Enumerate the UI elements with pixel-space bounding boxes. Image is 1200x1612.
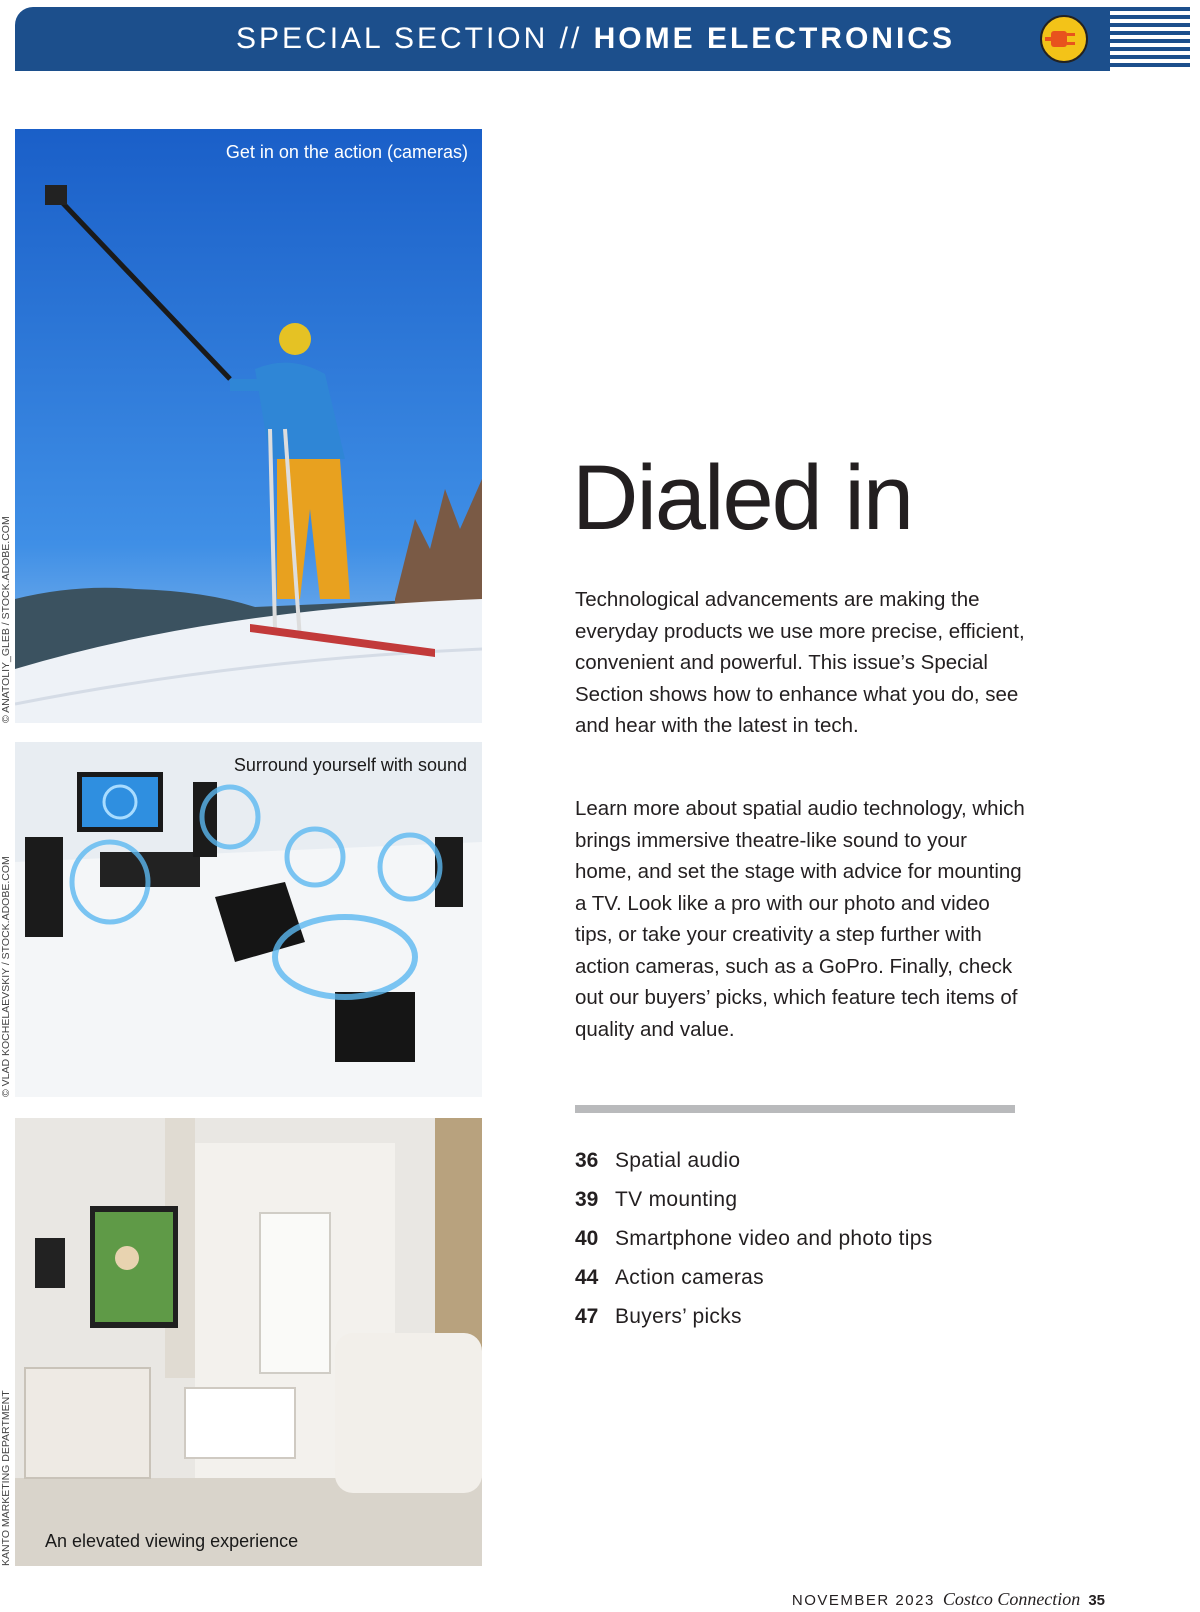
photo-credit: KANTO MARKETING DEPARTMENT bbox=[0, 1390, 12, 1566]
surround-sound-photo bbox=[15, 742, 482, 1097]
skier-photo bbox=[15, 129, 482, 723]
toc-page-number: 44 bbox=[575, 1266, 599, 1289]
toc-item bbox=[575, 1219, 933, 1258]
toc-label: TV mounting bbox=[615, 1188, 738, 1211]
toc-page-number: 47 bbox=[575, 1305, 599, 1328]
banner-stripes bbox=[1110, 7, 1190, 71]
toc-label: Smartphone video and photo tips bbox=[615, 1227, 933, 1250]
issue-date: NOVEMBER 2023 bbox=[791, 1592, 935, 1609]
article-headline: Dialed in bbox=[572, 447, 912, 549]
section-title bbox=[236, 7, 955, 71]
toc-label: Spatial audio bbox=[615, 1149, 741, 1172]
toc-item bbox=[575, 1297, 933, 1336]
table-of-contents bbox=[575, 1141, 933, 1336]
section-label: SPECIAL SECTION // bbox=[236, 22, 583, 55]
toc-label: Action cameras bbox=[615, 1266, 764, 1289]
page-footer bbox=[792, 1588, 1105, 1610]
photo-credit: © VLAD KOCHELAEVSKIY / STOCK.ADOBE.COM bbox=[0, 856, 12, 1097]
photo-caption: Get in on the action (cameras) bbox=[225, 142, 468, 162]
photo-caption: Surround yourself with sound bbox=[233, 755, 467, 775]
magazine-name: Costco Connection bbox=[942, 1589, 1081, 1609]
living-room-photo bbox=[15, 1118, 482, 1566]
toc-item bbox=[575, 1141, 933, 1180]
toc-label: Buyers’ picks bbox=[615, 1305, 742, 1328]
section-banner bbox=[15, 7, 1110, 71]
toc-item bbox=[575, 1258, 933, 1297]
photo-credit: © ANATOLIY_GLEB / STOCK.ADOBE.COM bbox=[0, 516, 12, 723]
body-paragraph: Learn more about spatial audio technology, which brings immersive theatre-like sound to your home, and set the stage with advice for mounting a TV. Look like a pro with our photo and video tips, or take your creativity a step further with action cameras, such as a GoPro. Finally, check out our buyers’ picks, which feature tech items of quality and value. bbox=[575, 797, 1025, 1041]
toc-page-number: 36 bbox=[575, 1149, 599, 1172]
toc-item bbox=[575, 1180, 933, 1219]
toc-page-number: 40 bbox=[575, 1227, 599, 1250]
toc-page-number: 39 bbox=[575, 1188, 599, 1211]
page-number: 35 bbox=[1088, 1592, 1105, 1609]
intro-paragraph: Technological advancements are making the everyday products we use more precise, efficient, convenient and powerful. This issue’s Special Section shows how to enhance what you do, see and hear with the latest in tech. bbox=[575, 588, 1025, 737]
divider-rule bbox=[575, 1105, 1015, 1113]
section-topic: HOME ELECTRONICS bbox=[593, 22, 955, 55]
electric-plug-icon bbox=[1040, 15, 1088, 63]
photo-caption: An elevated viewing experience bbox=[45, 1531, 299, 1551]
